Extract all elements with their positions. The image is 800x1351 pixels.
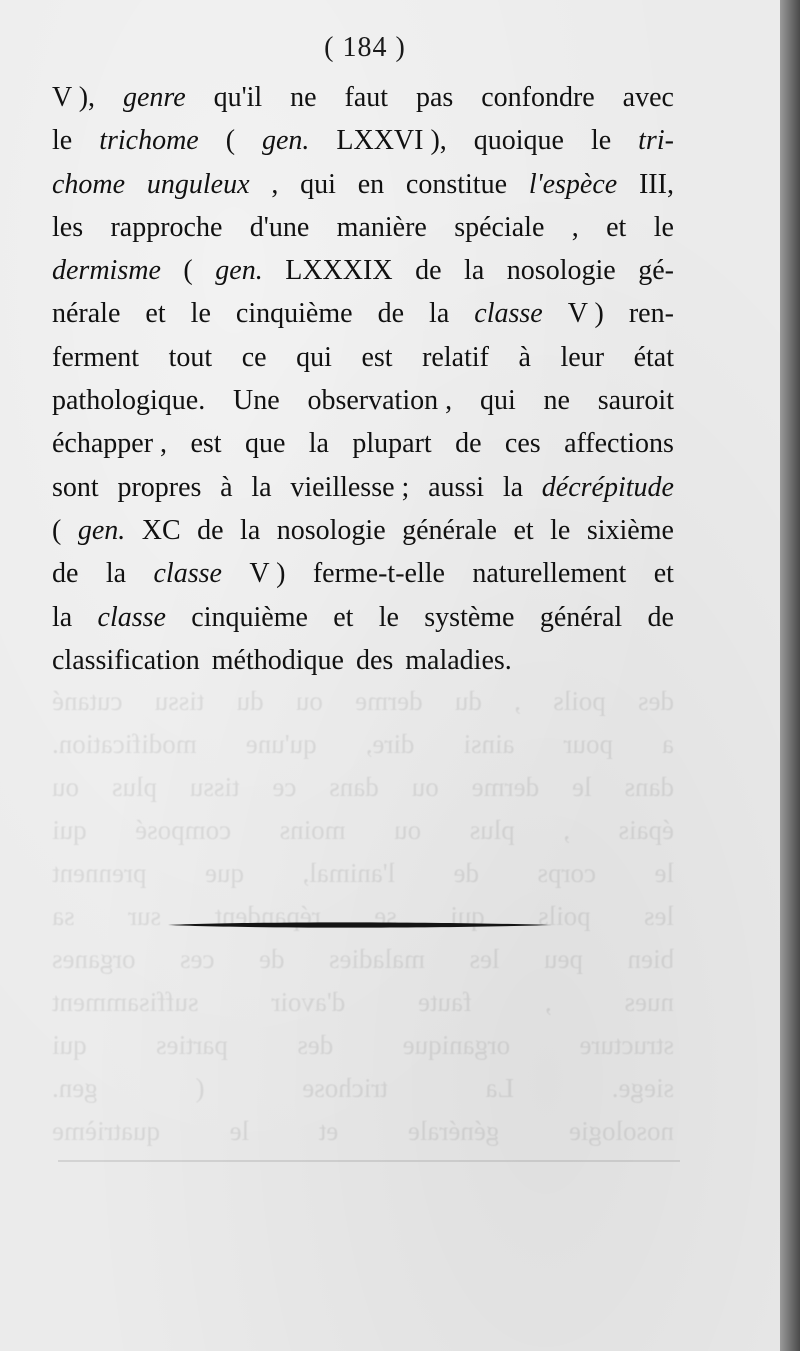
word: manière [336,211,427,243]
word: des [355,644,394,676]
word: , [571,211,579,243]
word: ne [290,82,317,113]
word: qui [479,385,516,417]
word: III, [638,168,674,200]
word: affections [564,428,674,460]
show-through-text: des poils , du derme ou du tissu cutané a pour ainsi dire, qu'une modification. dans le derme ou dans ce tissu plus ou épais , plus ou moins composé qui le corps de l'animal, que prennent les poils qui se répandent sur sa bien peu les maladies de ces organes nues , faute d'avoir suffisamment structure organique des parties qui siege. La trichose ( gen. nosologie générale et le quatrième [52,686,674,1146]
word: chome [52,168,126,200]
word: confondre [481,82,595,113]
word: nosologie [276,514,386,546]
word: la [502,471,524,503]
word: nosologie [506,255,616,287]
word: genre [122,82,186,113]
text-line [52,422,674,465]
word: le [190,298,211,330]
word: à [518,341,531,373]
word: rapproche [110,211,223,243]
word: Une [233,385,280,417]
word: V ) [567,298,604,330]
word: et [145,298,166,330]
word: la [308,428,329,460]
word: ren- [628,298,674,330]
word: gen. [215,255,263,287]
word: général [539,601,623,633]
word: cinquième [191,601,308,633]
text-line [52,596,674,639]
section-divider-rule [168,921,552,929]
word: LXXXIX [285,255,393,287]
word: cinquième [235,298,353,330]
word: est [190,428,222,460]
word: le [590,125,612,157]
text-line [52,552,674,595]
word: système [424,601,515,633]
text-line [52,639,674,682]
word: de [197,514,224,546]
show-through-footnote-rule [58,1160,680,1162]
word: nérale [52,298,121,330]
word: d'une [249,211,310,243]
word: méthodique [211,644,344,676]
word: ces [504,428,541,460]
word: de [455,428,482,460]
word: plupart [352,428,432,460]
word: V ), [52,82,96,113]
word: pas [415,82,454,113]
word: le [378,601,399,633]
word: gen. [261,125,310,157]
text-line [52,379,674,422]
text-line [52,292,674,335]
word: ferment [52,341,140,373]
word: naturellement [472,558,627,590]
word: la [464,255,485,287]
text-line [52,163,674,206]
word: de [415,255,442,287]
word: et [606,211,627,243]
word: état [633,341,674,373]
word: gen. [77,514,126,546]
word: la [251,471,272,503]
text-line [52,336,674,379]
text-line [52,466,674,509]
word: la [52,601,73,633]
word: sixième [586,514,674,546]
word: aussi [428,471,485,503]
word: la [429,298,450,330]
word: classification [52,644,200,676]
word: et [333,601,354,633]
word: sauroit [597,385,674,417]
word: spéciale [454,211,545,243]
word: de [647,601,674,633]
page-edge-shadow [780,0,800,1351]
text-line [52,206,674,249]
word: ( [52,514,62,546]
word: trichome [99,125,199,157]
word: relatif [422,341,489,373]
word: qu'il [213,82,263,113]
word: décrépitude [541,471,674,503]
main-paragraph [52,76,674,682]
word: V ) [249,558,286,590]
word: leur [560,341,605,373]
word: le [550,514,571,546]
word: pathologique. [52,385,206,417]
word: maladies. [405,644,512,676]
word: avec [622,82,674,113]
word: ce [241,341,267,373]
word: ne [543,385,570,417]
word: constitue [405,168,508,200]
word: de [377,298,405,330]
text-line [52,509,674,552]
word: le [52,125,73,157]
page-number: ( 184 ) [324,32,406,63]
word: en [357,168,385,200]
word: la [240,514,261,546]
word: de [52,558,79,590]
text-line [52,119,674,162]
word: classe [153,558,222,590]
word: que [244,428,286,460]
word: qui [300,168,336,200]
word: LXXVI ), [336,125,447,157]
word: propres [117,471,202,503]
word: et [653,558,674,590]
word: qui [296,341,332,373]
word: les [52,211,84,243]
word: ( [183,255,193,287]
word: classe [474,298,543,330]
word: et [513,514,534,546]
word: gé- [638,255,674,287]
word: ferme-t-elle [312,558,445,590]
word: ( [225,125,236,157]
word: observation , [307,385,453,417]
word: à [220,471,233,503]
word: tri- [638,125,674,157]
word: l'espèce [528,168,618,200]
word: vieillesse ; [290,471,410,503]
word: sont [52,471,99,503]
word: unguleux [146,168,250,200]
word: la [105,558,127,590]
word: , [271,168,279,200]
text-line [52,76,674,119]
word: tout [168,341,213,373]
word: XC [141,514,181,546]
word: faut [344,82,389,113]
word: est [361,341,393,373]
word: générale [402,514,497,546]
word: classe [97,601,166,633]
word: échapper , [52,428,168,460]
word: quoique [473,125,564,157]
text-line [52,249,674,292]
word: dermisme [52,255,161,287]
word: le [653,211,674,243]
